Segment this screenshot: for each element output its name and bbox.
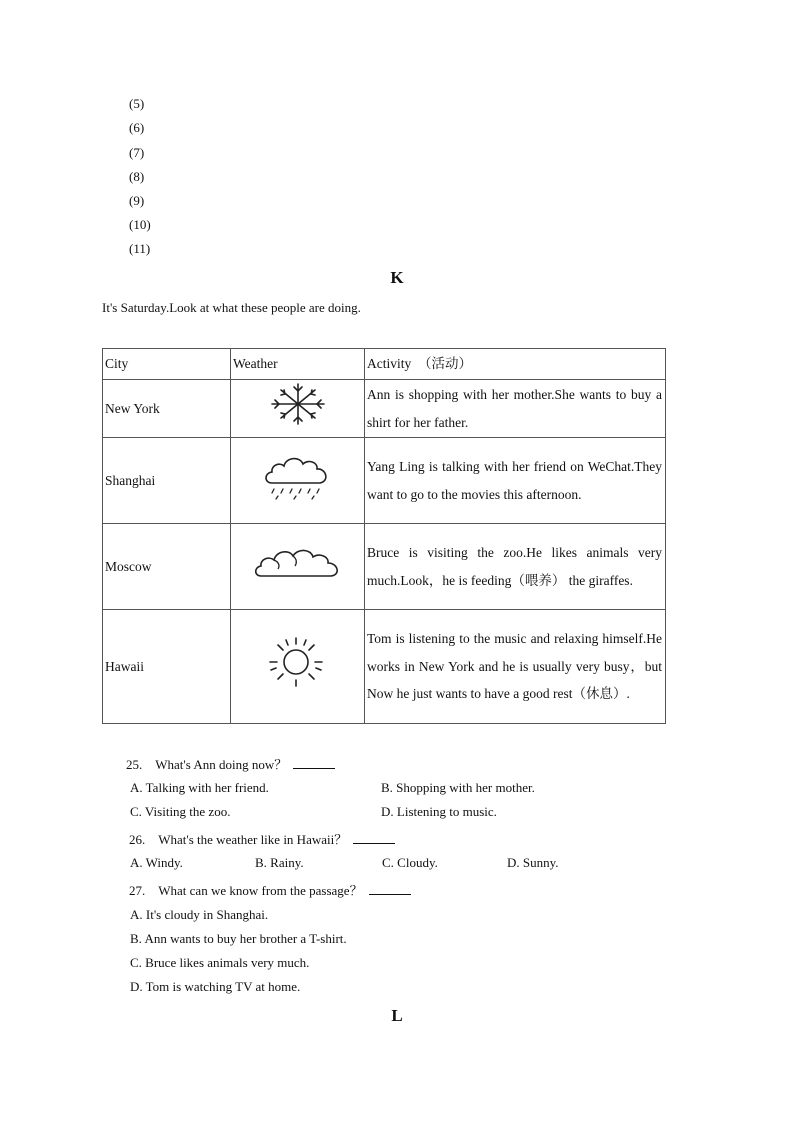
- item-number-11: (11): [129, 241, 151, 256]
- answer-blank[interactable]: [293, 756, 335, 769]
- activity-cell: Bruce is visiting the zoo.He likes animals very much.Look，he is feeding（喂养） the giraffes.: [365, 524, 666, 610]
- option-b[interactable]: B. Rainy.: [255, 855, 304, 870]
- city-cell: Shanghai: [103, 438, 231, 524]
- option-a[interactable]: A. It's cloudy in Shanghai.: [130, 907, 269, 922]
- option-d[interactable]: D. Sunny.: [507, 855, 559, 870]
- weather-activity-table: [102, 348, 666, 724]
- option-b[interactable]: B. Ann wants to buy her brother a T-shirt.: [130, 931, 347, 946]
- option-c[interactable]: C. Visiting the zoo.: [130, 804, 231, 819]
- answer-blank[interactable]: [369, 882, 411, 895]
- rain-cloud-icon: [262, 451, 334, 501]
- table-row: [103, 524, 666, 610]
- header-weather: Weather: [231, 349, 365, 380]
- option-d[interactable]: D. Tom is watching TV at home.: [130, 979, 301, 994]
- question-25: [126, 754, 335, 773]
- question-27: [129, 880, 411, 899]
- snowflake-icon: [268, 381, 328, 427]
- option-a[interactable]: A. Windy.: [130, 855, 183, 870]
- section-heading-l: L: [391, 1006, 403, 1025]
- city-cell: Hawaii: [103, 610, 231, 724]
- section-heading-k: K: [390, 268, 404, 287]
- table-row: [103, 438, 666, 524]
- city-cell: New York: [103, 380, 231, 438]
- option-c[interactable]: C. Cloudy.: [382, 855, 438, 870]
- table-header-row: [103, 349, 666, 380]
- question-stem: 27. What can we know from the passage？: [129, 883, 363, 898]
- item-number-6: (6): [129, 120, 145, 135]
- header-city: City: [103, 349, 231, 380]
- question-stem: 26. What's the weather like in Hawaii？: [129, 832, 348, 847]
- item-number-10: (10): [129, 217, 151, 232]
- item-number-7: (7): [129, 145, 145, 160]
- cloud-icon: [253, 542, 343, 582]
- item-number-5: (5): [129, 96, 145, 111]
- city-cell: Moscow: [103, 524, 231, 610]
- answer-blank[interactable]: [353, 831, 395, 844]
- item-number-8: (8): [129, 169, 145, 184]
- table-row: [103, 610, 666, 724]
- option-a[interactable]: A. Talking with her friend.: [130, 780, 269, 795]
- option-b[interactable]: B. Shopping with her mother.: [381, 780, 535, 795]
- header-activity: Activity （活动）: [365, 349, 666, 380]
- question-stem: 25. What's Ann doing now？: [126, 757, 288, 772]
- option-c[interactable]: C. Bruce likes animals very much.: [130, 955, 310, 970]
- sun-icon: [266, 634, 330, 690]
- option-d[interactable]: D. Listening to music.: [381, 804, 497, 819]
- item-number-9: (9): [129, 193, 145, 208]
- table-row: [103, 380, 666, 438]
- activity-cell: Yang Ling is talking with her friend on WeChat.They want to go to the movies this afternoon.: [365, 438, 666, 524]
- activity-cell: Ann is shopping with her mother.She wants to buy a shirt for her father.: [365, 380, 666, 438]
- question-26: [129, 829, 395, 848]
- intro-text: It's Saturday.Look at what these people are doing.: [102, 300, 361, 315]
- activity-cell: Tom is listening to the music and relaxing himself.He works in New York and he is usually very busy，but Now he just wants to have a good rest（休息）.: [365, 610, 666, 724]
